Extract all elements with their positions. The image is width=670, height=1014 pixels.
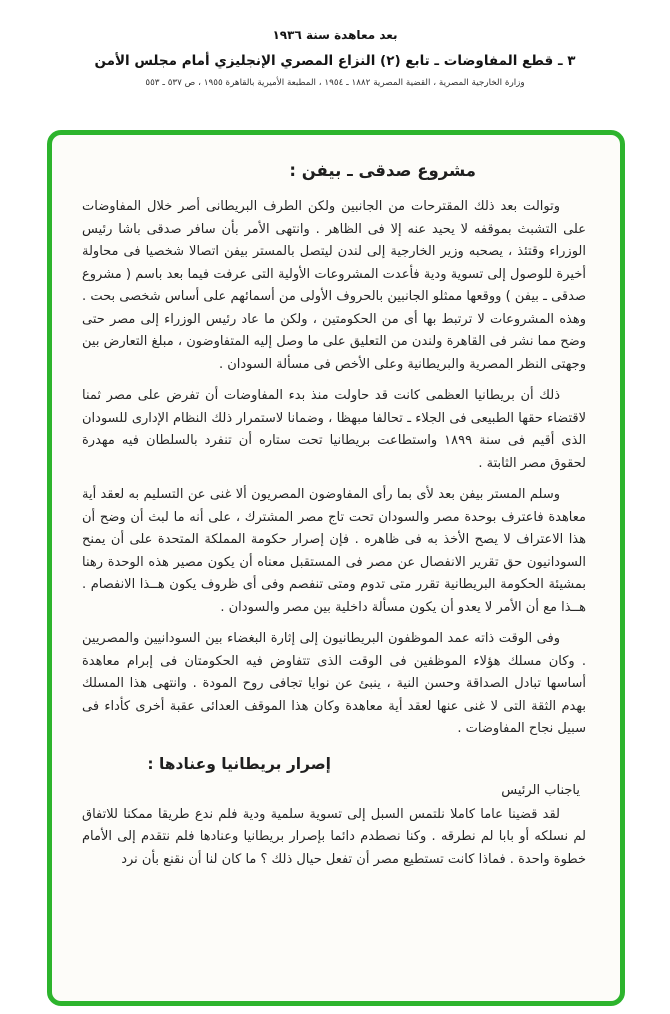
paragraph-britain-price: ذلك أن بريطانيا العظمى كانت قد حاولت منذ بدء المفاوضات أن تفرض على مصر ثمنا لاقتضاء حقها الطبيعى فى الجلاء ـ تحالفا مبهظا ، وضمانا لاستمرار ذلك النظام الإدارى للسودان الذى أقيم فى سنة ١٨٩٩ واستطاعت بريطانيا تحت ستاره أن تنفرد بالسلطان فيه مهدرة لحقوق مصر الثابتة . xyxy=(82,388,587,471)
header-source-citation: وزارة الخارجية المصرية ، القضية المصرية ١٨٨٢ ـ ١٩٥٤ ، المطبعة الأميرية بالقاهرة ١٩٥٥ ، ص ٥٣٧ ـ ٥٥٣ xyxy=(145,78,525,88)
page-header xyxy=(0,28,670,88)
paragraph-british-officials: وفى الوقت ذاته عمد الموظفون البريطانيون إلى إثارة البغضاء بين السودانيين والمصريين . وكان مسلك هؤلاء الموظفين فى الوقت الذى تتفاوض فيه الحكومتان فى إبرام معاهدة أساسها تبادل الصداقة وحسن النية ، ينبئ عن نوايا تجافى روح المودة . وانتهى هذا المسلك بهدم الثقة التى لا غنى عنها لعقد أية معاهدة وكان هذا الموقف العدائى عقبة أخرى كأداء فى سبيل نجاح المفاوضات . xyxy=(82,631,586,736)
section-title-britain-insistence: إصرار بريطانيا وعنادها : xyxy=(147,754,331,773)
section-title-sidqi-bevin: مشروع صدقى ـ بيفن : xyxy=(289,161,476,180)
header-title: ٣ ـ قطع المفاوضات ـ تابع (٢) النزاع المصري الإنجليزي أمام مجلس الأمن xyxy=(94,53,576,69)
green-frame xyxy=(47,130,625,1006)
paragraph-bevin-concession: وسلم المستر بيفن بعد لأى بما رأى المفاوضون المصريون ألا غنى عن التسليم به لعقد أية معاهدة فاعترف بوحدة مصر والسودان تحت تاج مصر المشترك ، على أنه ما لبث أن وضح أن هذا الاعتراف لا يصح الأخذ به فى ظاهره . فإن إصرار حكومة المملكة المتحدة على أن يمنح السودانيون حق تقرير الانفصال عن مصر فى المستقبل معناه أن يكون مصير هذه الوحدة رهنا بمشيئة الحكومة البريطانية تقرر متى تدوم ومتى تنفصم وفى أى ظروف يكون هــذا الانفصام . هــذا مع أن الأمر لا يعدو أن يكون مسألة داخلية بين مصر والسودان . xyxy=(82,487,586,615)
paragraph-full-year: لقد قضينا عاما كاملا نلتمس السبل إلى تسوية سلمية ودية فلم ندع طريقا ممكنا للاتفاق لم نسلكه أو بابا لم نطرقه . وكنا نصطدم دائما بإصرار بريطانيا وعنادها فلم نتقدم إلى الأمام خطوة واحدة . فماذا كانت تستطيع مصر أن تفعل حيال ذلك ؟ ما كان لنا أن نقنع بأن نرد xyxy=(82,806,586,867)
paragraph-negotiations: وتوالت بعد ذلك المقترحات من الجانبين ولكن الطرف البريطانى أصر خلال المفاوضات على التشبث بموقفه لا يحيد عنه إلا فى الظاهر . وانتهى الأمر بأن سافر صدقى باشا رئيس الوزراء وقتئذ ، يصحبه وزير الخارجية إلى لندن ليتصل بالمستر بيفن اتصالا شخصيا فى محاولة أخيرة للوصول إلى تسوية ودية فأعدت المشروعات الأولية التى عرفت فيما بعد باسم ( مشروع صدقى ـ بيفن ) ووقعها ممثلو الجانبين بالحروف الأولى من أسمائهم على أساس شخصى بحت . وهذه المشروعات لا ترتبط بها أى من الحكومتين ، ولكن ما عاد رئيس الوزراء إلى مصر حتى وضح مما نشر فى القاهرة ولندن من التعليق على ما وصل إليه المتفاوضون ، مبلغ التعارض بين وجهتى النظر المصرية والبريطانية وعلى الأخص فى مسألة السودان . xyxy=(82,199,586,372)
salutation-president: ياجناب الرئيس xyxy=(501,782,580,798)
header-superscript: بعد معاهدة سنة ١٩٣٦ xyxy=(272,28,398,42)
